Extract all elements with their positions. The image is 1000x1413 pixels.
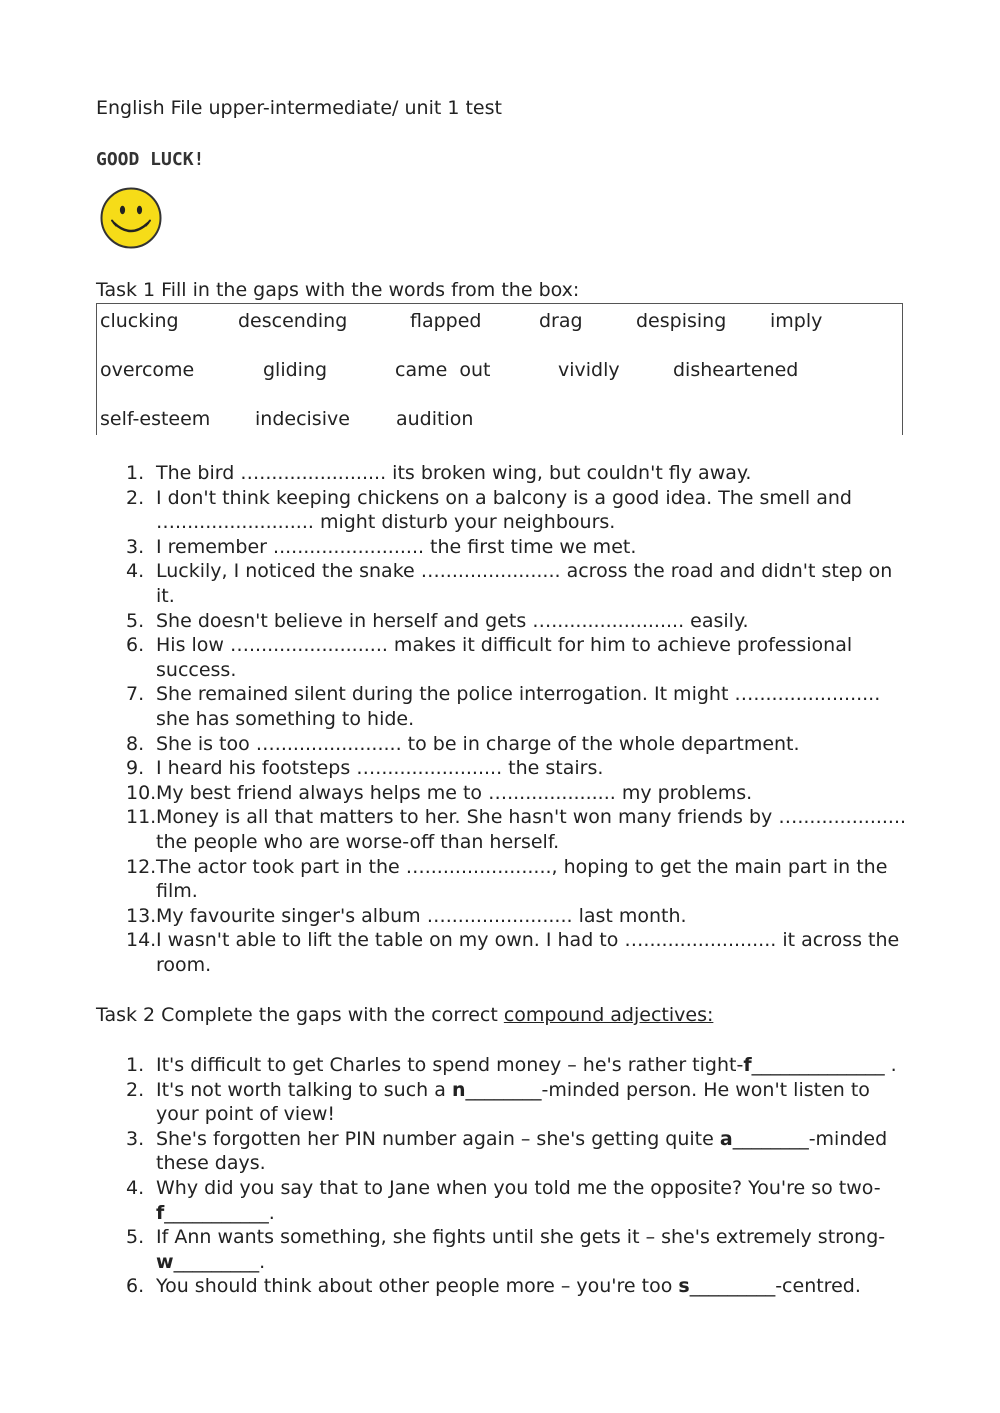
task2-title — [96, 1004, 713, 1026]
item-number: 8. — [126, 732, 145, 755]
item-text: She is too …..................... to be in charge of the whole department. — [156, 732, 800, 755]
item-letter: a — [719, 1127, 733, 1150]
good-luck-heading: GOOD LUCK! — [96, 149, 205, 170]
item-text: It's difficult to get Charles to spend money – he's rather tight- — [156, 1054, 744, 1076]
word-box-item: gliding — [263, 359, 328, 381]
item-text: Why did you say that to Jane when you told me the opposite? You're so two- — [156, 1176, 881, 1199]
list-item — [96, 756, 916, 781]
item-number: 1. — [126, 1054, 145, 1076]
item-text: It's not worth talking to such a — [156, 1078, 452, 1101]
list-item — [96, 461, 916, 486]
item-text: I remember ......................... the first time we met. — [156, 535, 637, 558]
word-box-item: drag — [539, 310, 583, 332]
list-item — [96, 1053, 916, 1078]
list-item — [96, 781, 916, 806]
item-letter: w — [156, 1250, 174, 1273]
item-number: 4. — [126, 1176, 145, 1199]
item-text: I wasn't able to lift the table on my own. I had to …...................... it across the room. — [156, 929, 900, 976]
task2-title-text: Task 2 Complete the gaps with the correct — [96, 1004, 504, 1026]
item-text: She doesn't believe in herself and gets …...................... easily. — [156, 609, 749, 632]
item-number: 6. — [126, 1275, 145, 1298]
item-blank: ___________. — [164, 1201, 275, 1224]
smiley-face-icon — [100, 187, 162, 249]
item-text: I heard his footsteps …..................... the stairs. — [156, 757, 604, 780]
list-item — [96, 633, 916, 682]
item-number: 9. — [126, 757, 145, 780]
list-item — [96, 928, 916, 977]
item-text: You should think about other people more – you're too — [156, 1275, 679, 1298]
word-box-item: indecisive — [255, 408, 350, 430]
item-number: 1. — [126, 462, 145, 484]
item-blank: ______________ . — [751, 1054, 897, 1076]
word-box-item: came out — [395, 359, 491, 381]
word-box-item: flapped — [410, 310, 482, 332]
list-item — [96, 682, 916, 731]
item-number: 5. — [126, 1226, 145, 1249]
item-number: 14. — [126, 929, 157, 952]
item-number: 3. — [126, 1127, 145, 1150]
item-number: 13. — [126, 904, 157, 927]
list-item — [96, 559, 916, 608]
item-letter: f — [156, 1201, 165, 1224]
list-item — [96, 732, 916, 757]
word-box-item: vividly — [558, 359, 620, 381]
item-text: She remained silent during the police interrogation. It might …..................... she has something to hide. — [156, 683, 881, 730]
list-item — [96, 609, 916, 634]
item-blank: ________-minded these days. — [156, 1127, 888, 1175]
list-item — [96, 535, 916, 560]
item-text: The actor took part in the …....................., hoping to get the main part in the film. — [156, 855, 888, 903]
word-box-item: despising — [636, 310, 727, 332]
item-text: Luckily, I noticed the snake ….................... across the road and didn't step on it. — [156, 560, 893, 607]
word-box — [96, 303, 903, 435]
item-text: The bird …..................... its broken wing, but couldn't fly away. — [156, 462, 752, 484]
worksheet-title: English File upper-intermediate/ unit 1 test — [96, 97, 502, 119]
list-item — [96, 904, 916, 929]
item-blank: _________. — [173, 1250, 266, 1273]
item-text: Money is all that matters to her. She hasn't won many friends by ….................. the people who are worse-off than herself. — [156, 806, 907, 853]
item-number: 7. — [126, 683, 145, 706]
item-blank: ________-minded person. He won't listen to your point of view! — [156, 1078, 870, 1126]
list-item — [96, 1225, 916, 1274]
task2-list — [96, 1053, 916, 1299]
item-text: I don't think keeping chickens on a balcony is a good idea. The smell and …....................... might disturb your neighbours. — [156, 486, 852, 534]
list-item — [96, 855, 916, 904]
word-box-item: overcome — [100, 359, 195, 381]
item-number: 2. — [126, 486, 145, 509]
list-item — [96, 1078, 916, 1127]
word-box-item: self-esteem — [100, 408, 211, 430]
item-number: 12. — [126, 855, 157, 878]
item-number: 11. — [126, 806, 157, 829]
list-item — [96, 805, 916, 854]
item-text: My best friend always helps me to ….................. my problems. — [156, 781, 753, 804]
item-letter: s — [678, 1275, 690, 1298]
word-box-item: descending — [238, 310, 348, 332]
item-number: 6. — [126, 634, 145, 657]
item-letter: n — [451, 1078, 466, 1101]
item-text: His low …....................... makes it difficult for him to achieve professional success. — [156, 634, 853, 681]
item-number: 3. — [126, 535, 145, 558]
word-box-item: audition — [396, 408, 474, 430]
item-number: 10. — [126, 781, 157, 804]
list-item — [96, 1176, 916, 1225]
task1-title: Task 1 Fill in the gaps with the words from the box: — [96, 279, 580, 301]
list-item — [96, 486, 916, 535]
item-letter: f — [743, 1054, 752, 1076]
task1-list — [96, 461, 916, 977]
item-blank: _________-centred. — [689, 1275, 861, 1298]
item-number: 4. — [126, 560, 145, 583]
item-number: 5. — [126, 609, 145, 632]
word-box-item: disheartened — [673, 359, 799, 381]
item-text: She's forgotten her PIN number again – she's getting quite — [156, 1127, 720, 1150]
item-number: 2. — [126, 1078, 145, 1101]
item-text: My favourite singer's album …..................... last month. — [156, 904, 687, 927]
item-text: If Ann wants something, she fights until she gets it – she's extremely strong- — [156, 1226, 886, 1249]
list-item — [96, 1127, 916, 1176]
word-box-item: clucking — [100, 310, 179, 332]
word-box-item: imply — [770, 310, 823, 332]
list-item — [96, 1274, 916, 1299]
task2-title-underlined: compound adjectives: — [503, 1004, 714, 1026]
